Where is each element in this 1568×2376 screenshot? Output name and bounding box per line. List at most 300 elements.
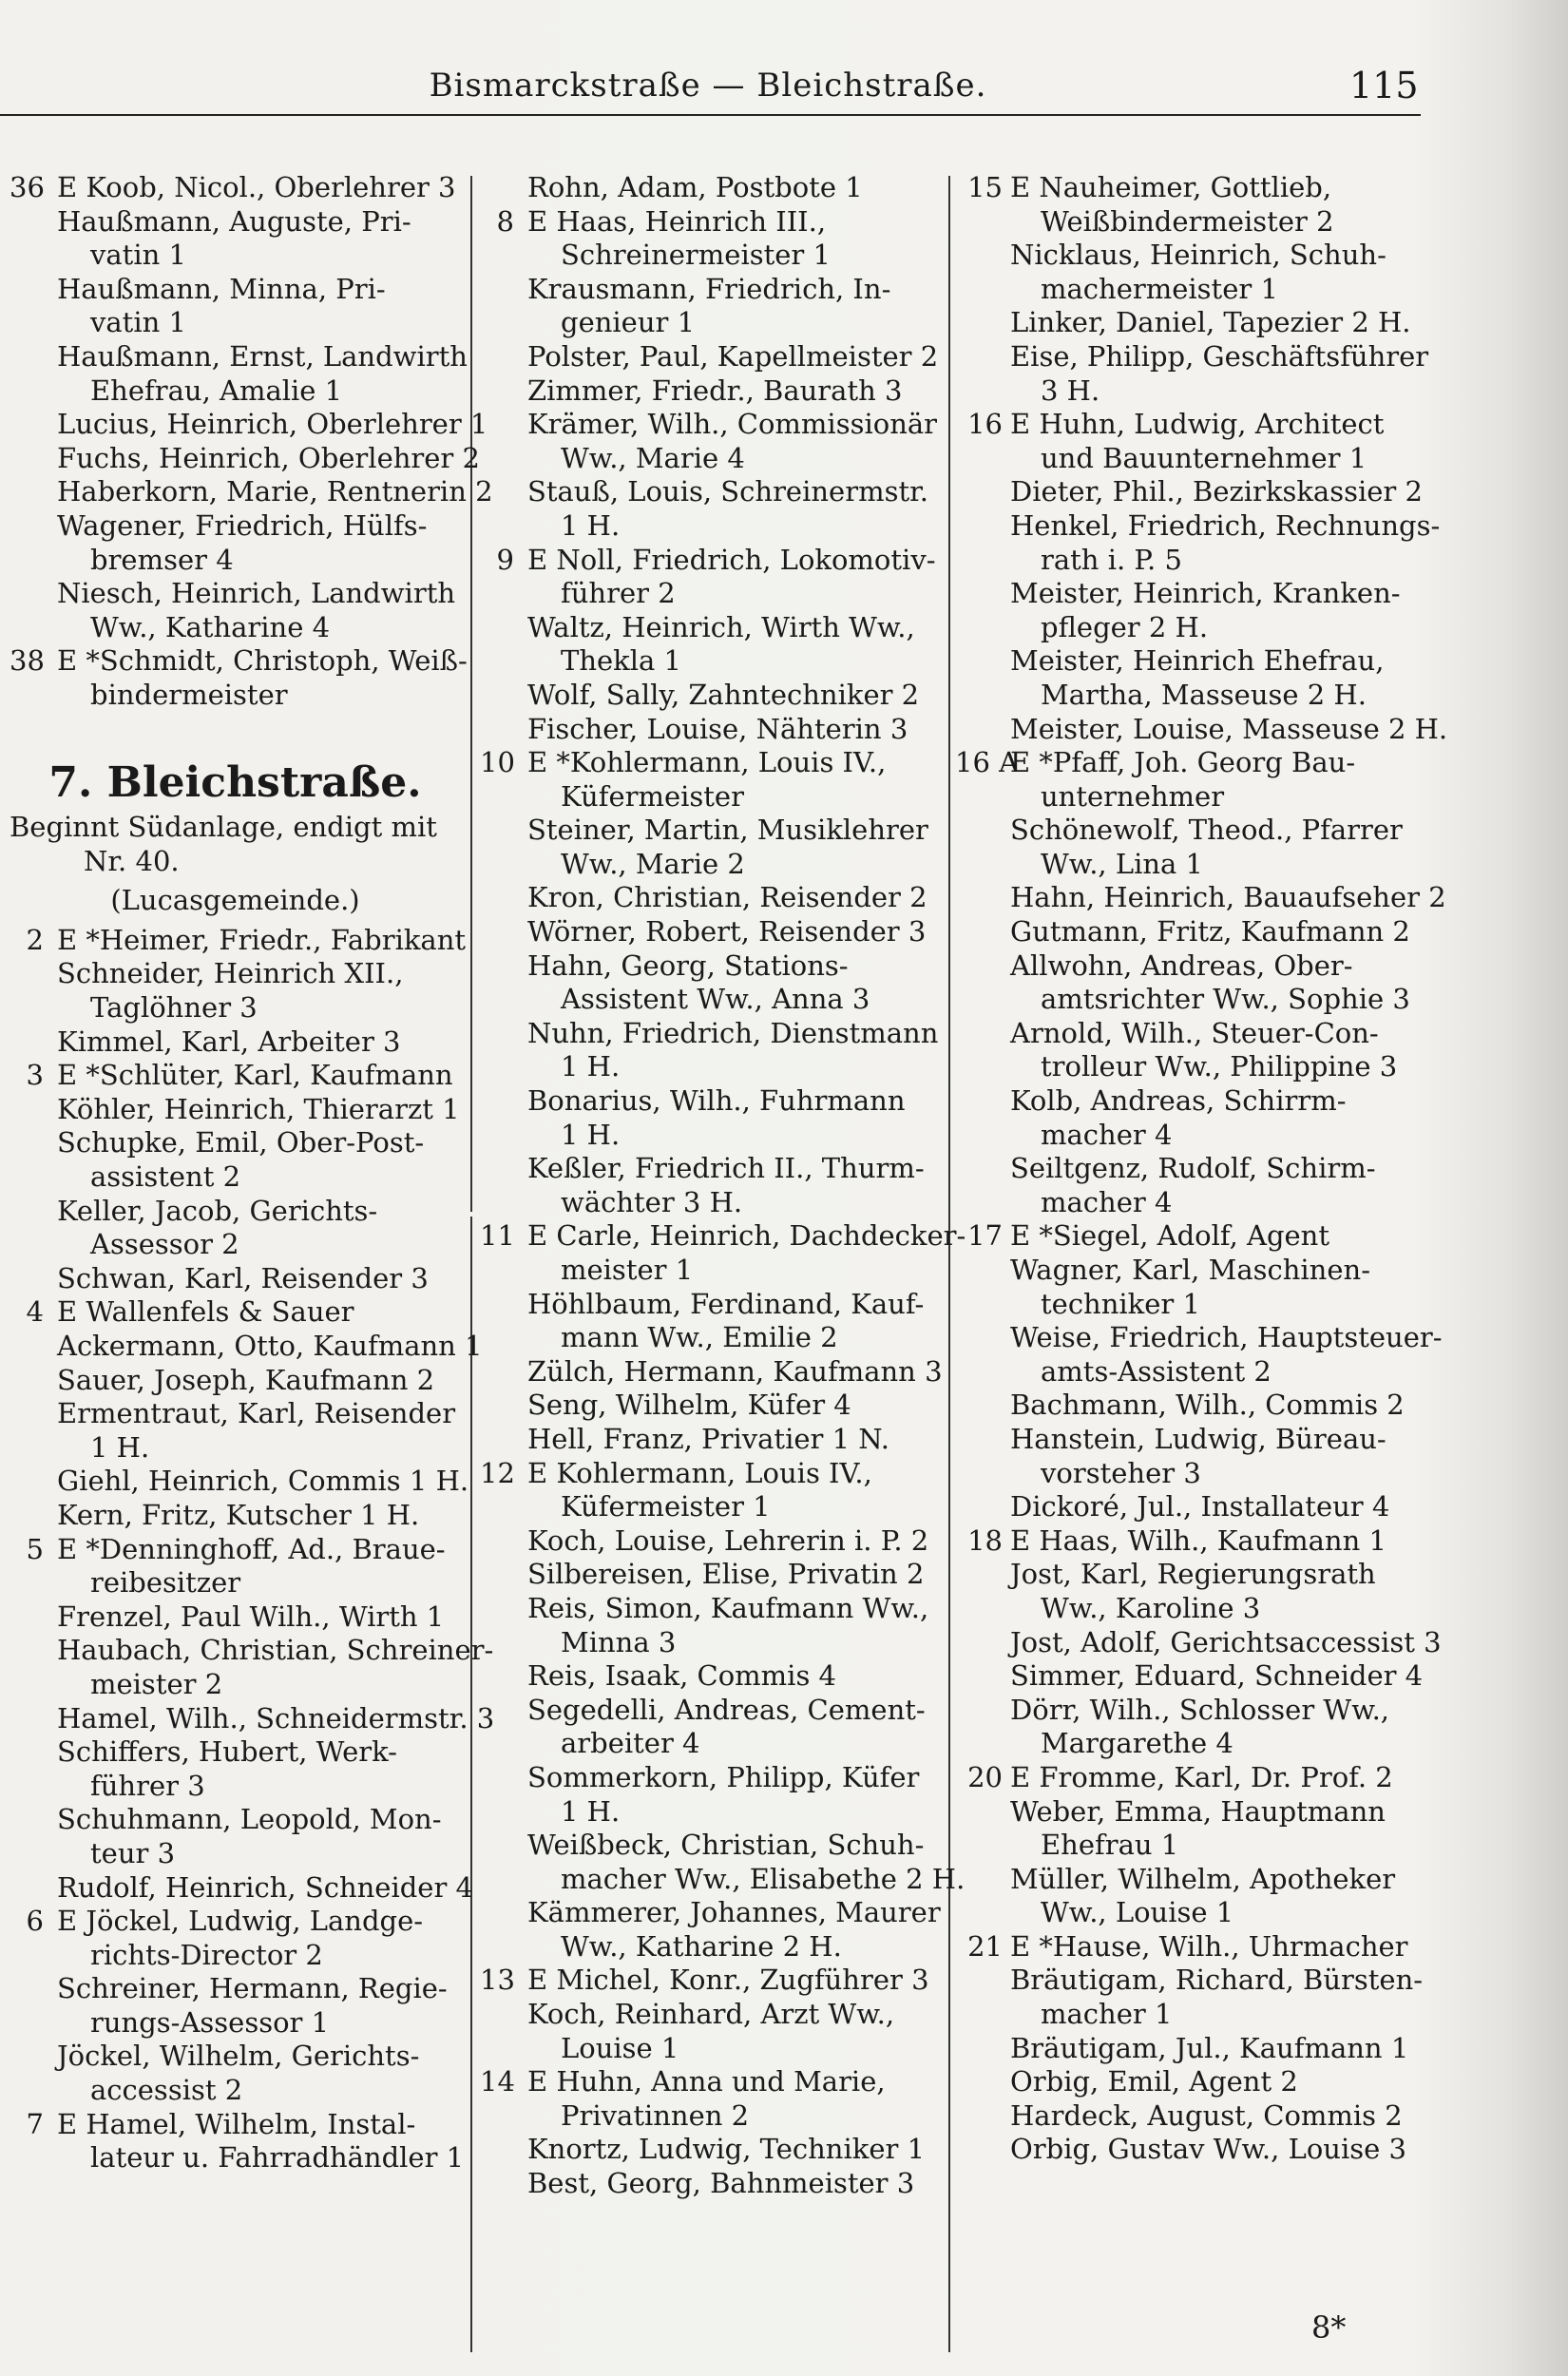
entry-continuation (955, 780, 1454, 814)
section-parish: (Lucasgemeinde.) (110, 884, 360, 917)
entry-line (480, 2065, 946, 2099)
entry-line (480, 915, 946, 949)
entry-text: macher 4 (1041, 1185, 1173, 1218)
entry-text: E Nauheimer, Gottlieb, (1010, 171, 1332, 203)
house-number: 16 A (955, 746, 1020, 779)
entry-line (10, 1295, 461, 1330)
entry-line (480, 611, 946, 645)
entry-continuation (10, 1668, 461, 1702)
entry-line (480, 1219, 966, 1254)
entry-text: Wörner, Robert, Reisender 3 (527, 915, 927, 948)
entry-text: Köhler, Heinrich, Thierarzt 1 (57, 1092, 460, 1125)
entry-text: Hahn, Georg, Stations- (527, 948, 849, 982)
entry-text: Hamel, Wilh., Schneidermstr. 3 (57, 1701, 495, 1734)
entry-line (10, 1093, 461, 1127)
entry-line (480, 949, 946, 984)
entry-text: Weber, Emma, Hauptmann (1010, 1794, 1386, 1828)
entry-text: Dörr, Wilh., Schlosser Ww., (1010, 1693, 1390, 1726)
entry-continuation (480, 1930, 946, 1964)
entry-line (10, 441, 480, 476)
entry-text: Nuhn, Friedrich, Dienstmann (527, 1016, 939, 1049)
entry-text: Krämer, Wilh., Commissionär (527, 408, 938, 441)
entry-text: Bräutigam, Richard, Bürsten- (1010, 1964, 1424, 1997)
entry-line (480, 713, 946, 747)
entry-text: lateur u. Fahrradhändler 1 (90, 2141, 465, 2175)
entry-text: Wagner, Karl, Maschinen- (1010, 1254, 1370, 1286)
entry-text: E Koob, Nicol., Oberlehrer 3 (57, 171, 456, 203)
entry-line (10, 273, 461, 307)
entry-line (955, 1254, 1454, 1288)
entry-text: 1 H. (90, 1430, 150, 1464)
entry-text: genieur 1 (561, 306, 696, 339)
house-number: 3 (26, 1059, 44, 1092)
entry-text: Meister, Heinrich, Kranken- (1010, 577, 1401, 610)
entry-text: Gutmann, Fritz, Kaufmann 2 (1010, 915, 1410, 948)
entry-text: E *Schlüter, Karl, Kaufmann (57, 1059, 453, 1092)
column-2 (480, 171, 966, 2201)
entry-text: Hanstein, Ludwig, Büreau- (1010, 1422, 1386, 1455)
entry-line (480, 1084, 946, 1119)
column-divider-1 (470, 176, 472, 1212)
entry-line (480, 679, 946, 713)
entry-text: E *Siegel, Adolf, Agent (1010, 1219, 1330, 1253)
entry-text: Kolb, Andreas, Schirrm- (1010, 1084, 1347, 1118)
entry-continuation (10, 991, 461, 1025)
entry-text: Giehl, Heinrich, Commis 1 H. (57, 1465, 469, 1498)
entry-continuation (480, 780, 946, 814)
entry-text: Zülch, Hermann, Kaufmann 3 (527, 1354, 943, 1388)
entry-line (955, 1490, 1454, 1524)
entry-continuation (955, 679, 1454, 713)
entry-text: Orbig, Gustav Ww., Louise 3 (1010, 2133, 1406, 2166)
entry-text: 1 H. (561, 1050, 621, 1083)
entry-text: Hardeck, August, Commis 2 (1010, 2098, 1403, 2132)
entry-line (955, 746, 1454, 780)
entry-line (10, 1059, 461, 1093)
house-number: 17 (967, 1219, 1003, 1253)
entry-line (10, 1262, 461, 1296)
entry-continuation (480, 1727, 946, 1761)
entry-continuation (480, 1490, 946, 1524)
entry-continuation (955, 442, 1454, 476)
entry-text: amtsrichter Ww., Sophie 3 (1041, 983, 1410, 1016)
entry-text: Allwohn, Andreas, Ober- (1010, 948, 1353, 982)
entry-text: Ww., Marie 2 (561, 847, 745, 880)
entry-line (955, 1558, 1454, 1592)
entry-text: E *Schmidt, Christoph, Weiß- (57, 644, 468, 678)
entry-line (10, 577, 461, 611)
entry-text: Minna 3 (561, 1625, 677, 1658)
entry-text: Dickoré, Jul., Installateur 4 (1010, 1490, 1390, 1523)
entry-text: Weißbindermeister 2 (1041, 204, 1334, 238)
entry-continuation (480, 983, 946, 1017)
entry-line (10, 1499, 461, 1533)
entry-text: Lucius, Heinrich, Oberlehrer 1 (57, 408, 488, 441)
entry-text: E Hamel, Wilhelm, Instal- (57, 2107, 416, 2140)
entry-text: richts-Director 2 (90, 1938, 323, 1971)
entry-line (955, 713, 1454, 747)
entry-continuation (955, 1119, 1454, 1153)
entry-line (480, 1659, 946, 1694)
entry-text: 1 H. (561, 1118, 621, 1151)
entry-continuation (955, 611, 1454, 645)
entry-continuation (955, 983, 1454, 1017)
entry-text: Weise, Friedrich, Hauptsteuer- (1010, 1321, 1443, 1354)
entry-continuation (480, 577, 946, 611)
entry-text: Weißbeck, Christian, Schuh- (527, 1829, 925, 1862)
entry-text: Taglöhner 3 (90, 991, 258, 1025)
entry-text: E *Denninghoff, Ad., Braue- (57, 1532, 446, 1565)
entry-text: Martha, Masseuse 2 H. (1041, 678, 1367, 711)
entry-continuation (955, 848, 1454, 882)
column-3 (955, 171, 1454, 2167)
entry-line (480, 1288, 946, 1322)
entry-text: vorsteher 3 (1041, 1456, 1201, 1489)
entry-line (955, 1423, 1454, 1457)
entry-text: Ww., Karoline 3 (1041, 1591, 1261, 1624)
entry-text: Segedelli, Andreas, Cement- (527, 1693, 926, 1726)
entry-line (480, 374, 946, 409)
entry-text: Haußmann, Auguste, Pri- (57, 204, 411, 238)
entry-text: E Noll, Friedrich, Lokomotiv- (527, 543, 936, 576)
house-number: 15 (967, 171, 1003, 203)
entry-line (10, 509, 461, 544)
entry-continuation (480, 1321, 946, 1355)
entry-text: Seiltgenz, Rudolf, Schirm- (1010, 1152, 1376, 1185)
entry-line (10, 171, 461, 205)
entry-text: 3 H. (1041, 374, 1100, 407)
entry-text: Reis, Isaak, Commis 4 (527, 1659, 836, 1693)
entry-text: Knortz, Ludwig, Techniker 1 (527, 2133, 926, 2166)
entry-continuation (10, 2074, 461, 2108)
entry-text: macher 4 (1041, 1118, 1173, 1151)
entry-line (10, 1397, 461, 1431)
entry-text: Jost, Adolf, Gerichtsaccessist 3 (1010, 1625, 1442, 1658)
entry-continuation (480, 1119, 946, 1153)
entry-text: Schneider, Heinrich XII., (57, 957, 404, 990)
entry-text: Thekla 1 (561, 644, 681, 678)
entry-text: führer 3 (90, 1769, 205, 1802)
entry-text: Zimmer, Friedr., Baurath 3 (527, 374, 903, 407)
entry-line (10, 1905, 461, 1939)
entry-continuation (10, 239, 461, 273)
house-number: 38 (10, 644, 45, 678)
entry-text: Rudolf, Heinrich, Schneider 4 (57, 1870, 474, 1904)
entry-continuation (955, 1050, 1454, 1084)
entry-text: Arnold, Wilh., Steuer-Con- (1010, 1016, 1379, 1049)
house-number: 21 (967, 1929, 1003, 1963)
entry-continuation (10, 2006, 461, 2041)
entry-continuation (10, 1770, 461, 1804)
entry-text: vatin 1 (90, 306, 186, 339)
entry-text: meister 1 (561, 1254, 694, 1286)
entry-text: Steiner, Martin, Musiklehrer (527, 814, 928, 847)
entry-text: Ww., Lina 1 (1041, 847, 1204, 880)
entry-continuation (480, 1186, 946, 1220)
entry-line (955, 509, 1454, 544)
entry-line (955, 1964, 1454, 1998)
entry-line (10, 1803, 461, 1837)
entry-line (480, 1998, 946, 2032)
entry-text: Ww., Marie 4 (561, 441, 745, 474)
entry-continuation (480, 306, 946, 340)
entry-text: E Kohlermann, Louis IV., (527, 1456, 872, 1489)
entry-continuation (955, 1896, 1454, 1930)
entry-text: Ww., Katharine 4 (90, 610, 331, 643)
entry-line (955, 1017, 1454, 1051)
entry-text: führer 2 (561, 577, 676, 610)
entry-text: Kämmerer, Johannes, Maurer (527, 1896, 941, 1929)
entry-text: Waltz, Heinrich, Wirth Ww., (527, 610, 915, 643)
house-number: 12 (480, 1456, 515, 1489)
entry-continuation (10, 1566, 461, 1600)
entry-continuation (955, 1592, 1454, 1626)
entry-continuation (955, 1998, 1454, 2032)
entry-continuation (480, 644, 946, 679)
entry-text: E Haas, Wilh., Kaufmann 1 (1010, 1523, 1386, 1557)
entry-text: Assistent Ww., Anna 3 (561, 983, 870, 1016)
entry-line (955, 1389, 1454, 1423)
entry-continuation (10, 611, 461, 645)
entry-continuation (10, 1160, 461, 1195)
entry-line (955, 306, 1454, 340)
entry-text: arbeiter 4 (561, 1727, 700, 1760)
entry-line (955, 1795, 1454, 1830)
entry-text: Haußmann, Minna, Pri- (57, 272, 386, 305)
house-number: 14 (480, 2065, 515, 2098)
entry-line (10, 339, 468, 374)
entry-text: mann Ww., Emilie 2 (561, 1321, 838, 1354)
entry-line (480, 1524, 946, 1559)
entry-line (955, 1524, 1454, 1559)
entry-text: Ehefrau, Amalie 1 (90, 374, 343, 407)
entry-continuation (955, 544, 1454, 578)
entry-text: 1 H. (561, 508, 621, 542)
entry-text: unternehmer (1041, 779, 1225, 813)
entry-text: bindermeister (90, 678, 288, 711)
house-number: 16 (967, 408, 1003, 441)
entry-line (10, 644, 468, 679)
entry-text: reibesitzer (90, 1566, 241, 1600)
entry-line (480, 1152, 946, 1186)
entry-line (955, 475, 1454, 509)
house-number: 20 (967, 1760, 1003, 1793)
entry-text: Bonarius, Wilh., Fuhrmann (527, 1084, 906, 1118)
entry-line (955, 1084, 1454, 1119)
entry-text: Schiffers, Hubert, Werk- (57, 1735, 397, 1769)
entry-line (955, 644, 1454, 679)
entry-text: Dieter, Phil., Bezirkskassier 2 (1010, 475, 1423, 508)
entry-line (955, 1152, 1454, 1186)
entry-text: Jost, Karl, Regierungsrath (1010, 1558, 1376, 1591)
entry-text: Ehefrau 1 (1041, 1829, 1179, 1862)
section-description-line: Nr. 40. (84, 844, 180, 877)
house-number: 5 (26, 1532, 44, 1565)
entry-text: macher 1 (1041, 1998, 1173, 2031)
entry-text: Schönewolf, Theod., Pfarrer (1010, 814, 1403, 847)
entry-text: E Wallenfels & Sauer (57, 1295, 354, 1329)
entry-line (955, 1626, 1454, 1660)
entry-line (955, 1219, 1454, 1254)
entry-continuation (955, 374, 1454, 409)
entry-text: Schreiner, Hermann, Regie- (57, 1972, 448, 2005)
entry-text: Kron, Christian, Reisender 2 (527, 881, 927, 914)
entry-continuation (10, 679, 461, 713)
entry-text: amts-Assistent 2 (1041, 1354, 1272, 1388)
entry-line (480, 1017, 946, 1051)
section-description (10, 811, 461, 918)
entry-line (480, 1761, 946, 1795)
entry-line (10, 1634, 494, 1668)
entry-text: Jöckel, Wilhelm, Gerichts- (57, 2040, 420, 2073)
entry-continuation (955, 273, 1454, 307)
entry-continuation (955, 1355, 1454, 1389)
entry-text: Meister, Louise, Masseuse 2 H. (1010, 712, 1448, 745)
entry-line (10, 408, 488, 442)
entry-continuation (955, 1288, 1454, 1322)
entry-text: Küfermeister 1 (561, 1490, 771, 1523)
entry-text: Eise, Philipp, Geschäftsführer (1010, 339, 1429, 373)
entry-line (955, 1761, 1454, 1795)
entry-line (10, 1126, 461, 1160)
entry-continuation (10, 1431, 461, 1466)
entry-line (480, 746, 946, 780)
entry-continuation (480, 2032, 946, 2066)
entry-text: Linker, Daniel, Tapezier 2 H. (1010, 306, 1411, 339)
entry-line (480, 1829, 946, 1863)
entry-line (955, 1930, 1454, 1964)
entry-text: Höhlbaum, Ferdinand, Kauf- (527, 1287, 925, 1320)
entry-text: Rohn, Adam, Postbote 1 (527, 171, 863, 203)
entry-line (955, 1694, 1454, 1728)
column-1 (10, 171, 495, 2175)
entry-text: Nicklaus, Heinrich, Schuh- (1010, 239, 1386, 272)
entry-text: Louise 1 (561, 2031, 679, 2064)
entry-line (955, 814, 1454, 848)
entry-text: Bräutigam, Jul., Kaufmann 1 (1010, 2031, 1409, 2064)
entry-line (480, 273, 946, 307)
entry-text: Ww., Louise 1 (1041, 1896, 1234, 1929)
entry-continuation (955, 1829, 1454, 1863)
entry-text: E Carle, Heinrich, Dachdecker- (527, 1219, 966, 1253)
entry-text: Haußmann, Ernst, Landwirth (57, 339, 468, 373)
entry-text: E Haas, Heinrich III., (527, 204, 827, 238)
entry-text: Orbig, Emil, Agent 2 (1010, 2065, 1298, 2098)
section-heading-block (10, 757, 461, 918)
entries-bleichstrasse (10, 923, 495, 2175)
entry-text: macher Ww., Elisabethe 2 H. (561, 1862, 966, 1895)
entry-line (955, 408, 1454, 442)
entry-text: wächter 3 H. (561, 1185, 743, 1218)
entry-continuation (480, 442, 946, 476)
house-number: 10 (480, 746, 515, 779)
entry-line (10, 923, 467, 958)
entry-line (480, 2133, 946, 2167)
entry-line (480, 1694, 946, 1728)
entry-line (480, 340, 946, 374)
house-number: 4 (26, 1295, 44, 1329)
entry-continuation (480, 2099, 946, 2134)
entry-text: Hahn, Heinrich, Bauaufseher 2 (1010, 881, 1446, 914)
entry-text: Simmer, Eduard, Schneider 4 (1010, 1659, 1424, 1693)
entry-continuation (955, 1727, 1454, 1761)
entry-line (480, 544, 946, 578)
entry-text: Fuchs, Heinrich, Oberlehrer 2 (57, 441, 480, 474)
entry-text: Silbereisen, Elise, Privatin 2 (527, 1558, 925, 1591)
entry-text: teur 3 (90, 1836, 176, 1869)
entry-line (10, 205, 461, 240)
entry-line (10, 1533, 461, 1567)
header-rule (0, 114, 1421, 116)
entry-text: E *Hause, Wilh., Uhrmacher (1010, 1929, 1408, 1963)
entry-text: Haubach, Christian, Schreiner- (57, 1634, 494, 1667)
entry-line (480, 881, 946, 915)
house-number: 7 (26, 2107, 44, 2140)
entry-line (10, 1195, 461, 1229)
entry-continuation (955, 1457, 1454, 1491)
entry-text: Schuhmann, Leopold, Mon- (57, 1803, 442, 1836)
entry-line (955, 2133, 1454, 2167)
running-header: Bismarckstraße — Bleichstraße. (429, 67, 987, 105)
entry-text: techniker 1 (1041, 1287, 1200, 1320)
entry-text: Privatinnen 2 (561, 2098, 750, 2132)
entry-text: Kimmel, Karl, Arbeiter 3 (57, 1025, 401, 1058)
entry-continuation (10, 544, 461, 578)
entry-line (10, 1025, 461, 1060)
entry-line (10, 1972, 461, 2006)
entry-continuation (480, 1626, 946, 1660)
entry-text: Wolf, Sally, Zahntechniker 2 (527, 678, 920, 711)
entry-line (480, 1457, 946, 1491)
entry-text: Best, Georg, Bahnmeister 3 (527, 2167, 915, 2200)
entry-line (10, 1330, 483, 1364)
entry-line (955, 2065, 1454, 2099)
house-number: 18 (967, 1523, 1003, 1557)
entry-line (10, 475, 493, 509)
entry-text: Keßler, Friedrich II., Thurm- (527, 1152, 925, 1185)
entry-continuation (955, 205, 1454, 240)
entry-text: Müller, Wilhelm, Apotheker (1010, 1862, 1396, 1895)
entry-text: Schupke, Emil, Ober-Post- (57, 1126, 425, 1159)
entry-line (10, 1735, 461, 1770)
entry-text: accessist 2 (90, 2074, 243, 2107)
entry-line (480, 1896, 946, 1930)
entry-text: E Huhn, Anna und Marie, (527, 2065, 886, 2098)
entry-text: E *Heimer, Friedr., Fabrikant (57, 923, 467, 956)
entry-line (955, 1321, 1454, 1355)
entry-text: E *Kohlermann, Louis IV., (527, 746, 887, 779)
entry-text: meister 2 (90, 1667, 223, 1700)
entry-line (955, 2032, 1454, 2066)
entry-text: Sauer, Joseph, Kaufmann 2 (57, 1363, 435, 1396)
column-divider-2 (948, 176, 950, 2352)
entry-line (955, 2099, 1454, 2134)
entry-text: Koch, Louise, Lehrerin i. P. 2 (527, 1523, 929, 1557)
entry-text: Fischer, Louise, Nähterin 3 (527, 712, 908, 745)
entry-text: Seng, Wilhelm, Küfer 4 (527, 1389, 851, 1422)
entry-line (10, 2040, 461, 2074)
entry-line (10, 957, 461, 991)
entry-text: E Michel, Konr., Zugführer 3 (527, 1964, 929, 1997)
entry-line (480, 171, 946, 205)
entry-line (955, 1659, 1454, 1694)
entry-text: Wagener, Friedrich, Hülfs- (57, 508, 428, 542)
entry-text: Niesch, Heinrich, Landwirth (57, 577, 456, 610)
entry-line (10, 1870, 474, 1906)
entry-text: vatin 1 (90, 239, 186, 272)
entry-line (955, 949, 1454, 984)
entry-continuation (480, 1254, 946, 1288)
